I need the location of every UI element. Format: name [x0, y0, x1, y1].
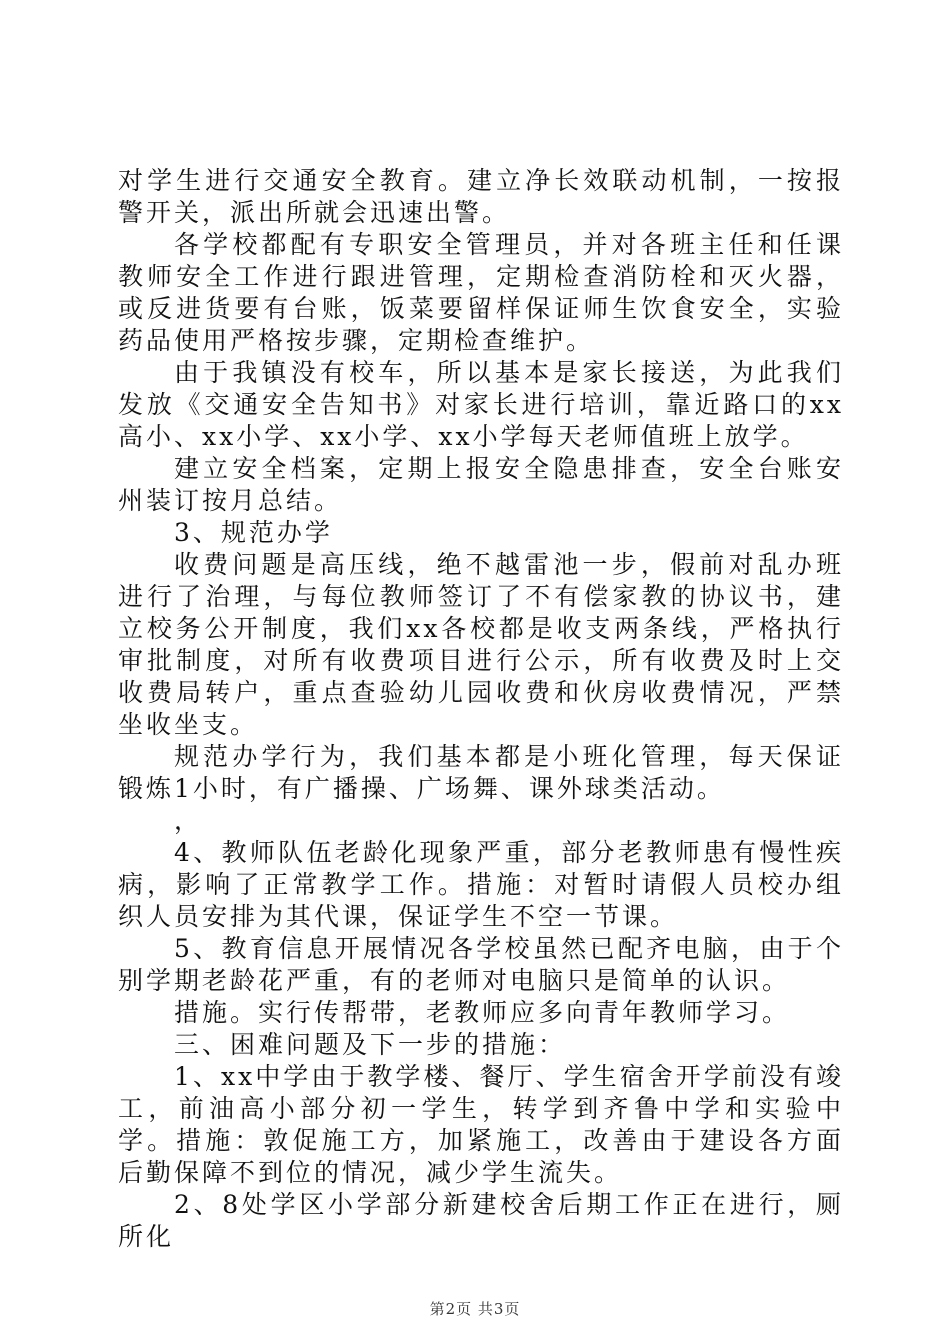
paragraph-13: 1、xx中学由于教学楼、餐厅、学生宿舍开学前没有竣工，前油高小部分初一学生，转学到齐鲁中学和实验中学。措施：敦促施工方，加紧施工，改善由于建设各方面后勤保障不到位的情况，减少学生流失。 [118, 1062, 844, 1187]
paragraph-14: 2、8处学区小学部分新建校舍后期工作正在进行，厕所化 [118, 1190, 844, 1251]
paragraph-9: 4、教师队伍老龄化现象严重，部分老教师患有慢性疾病，影响了正常教学工作。措施：对暂时请假人员校办组织人员安排为其代课，保证学生不空一节课。 [118, 838, 844, 931]
document-body [118, 165, 844, 1253]
paragraph-4: 建立安全档案，定期上报安全隐患排查，安全台账安州装订按月总结。 [118, 454, 844, 515]
paragraph-7: 规范办学行为，我们基本都是小班化管理，每天保证锻炼1小时，有广播操、广场舞、课外球类活动。 [118, 742, 844, 803]
section-heading-three: 三、困难问题及下一步的措施： [174, 1030, 567, 1059]
paragraph-8: ， [174, 806, 203, 835]
paragraph-3: 由于我镇没有校车，所以基本是家长接送，为此我们发放《交通安全告知书》对家长进行培训，靠近路口的xx高小、xx小学、xx小学、xx小学每天老师值班上放学。 [118, 358, 844, 451]
paragraph-10: 5、教育信息开展情况各学校虽然已配齐电脑，由于个别学期老龄花严重，有的老师对电脑只是简单的认识。 [118, 934, 844, 995]
paragraph-6: 收费问题是高压线，绝不越雷池一步，假前对乱办班进行了治理，与每位教师签订了不有偿家教的协议书，建立校务公开制度，我们xx各校都是收支两条线，严格执行审批制度，对所有收费项目进行公示，所有收费及时上交收费局转户，重点查验幼儿园收费和伙房收费情况，严禁坐收坐支。 [118, 550, 844, 739]
paragraph-2: 各学校都配有专职安全管理员，并对各班主任和任课教师安全工作进行跟进管理，定期检查消防栓和灭火器，或反进货要有台账，饭菜要留样保证师生饮食安全，实验药品使用严格按步骤，定期检查维护。 [118, 230, 844, 355]
paragraph-11: 措施。实行传帮带，老教师应多向青年教师学习。 [174, 998, 791, 1027]
section-heading-3: 3、规范办学 [174, 518, 333, 547]
paragraph-1: 对学生进行交通安全教育。建立净长效联动机制，一按报警开关，派出所就会迅速出警。 [118, 166, 844, 227]
page-number-footer: 第2页 共3页 [429, 1300, 521, 1318]
